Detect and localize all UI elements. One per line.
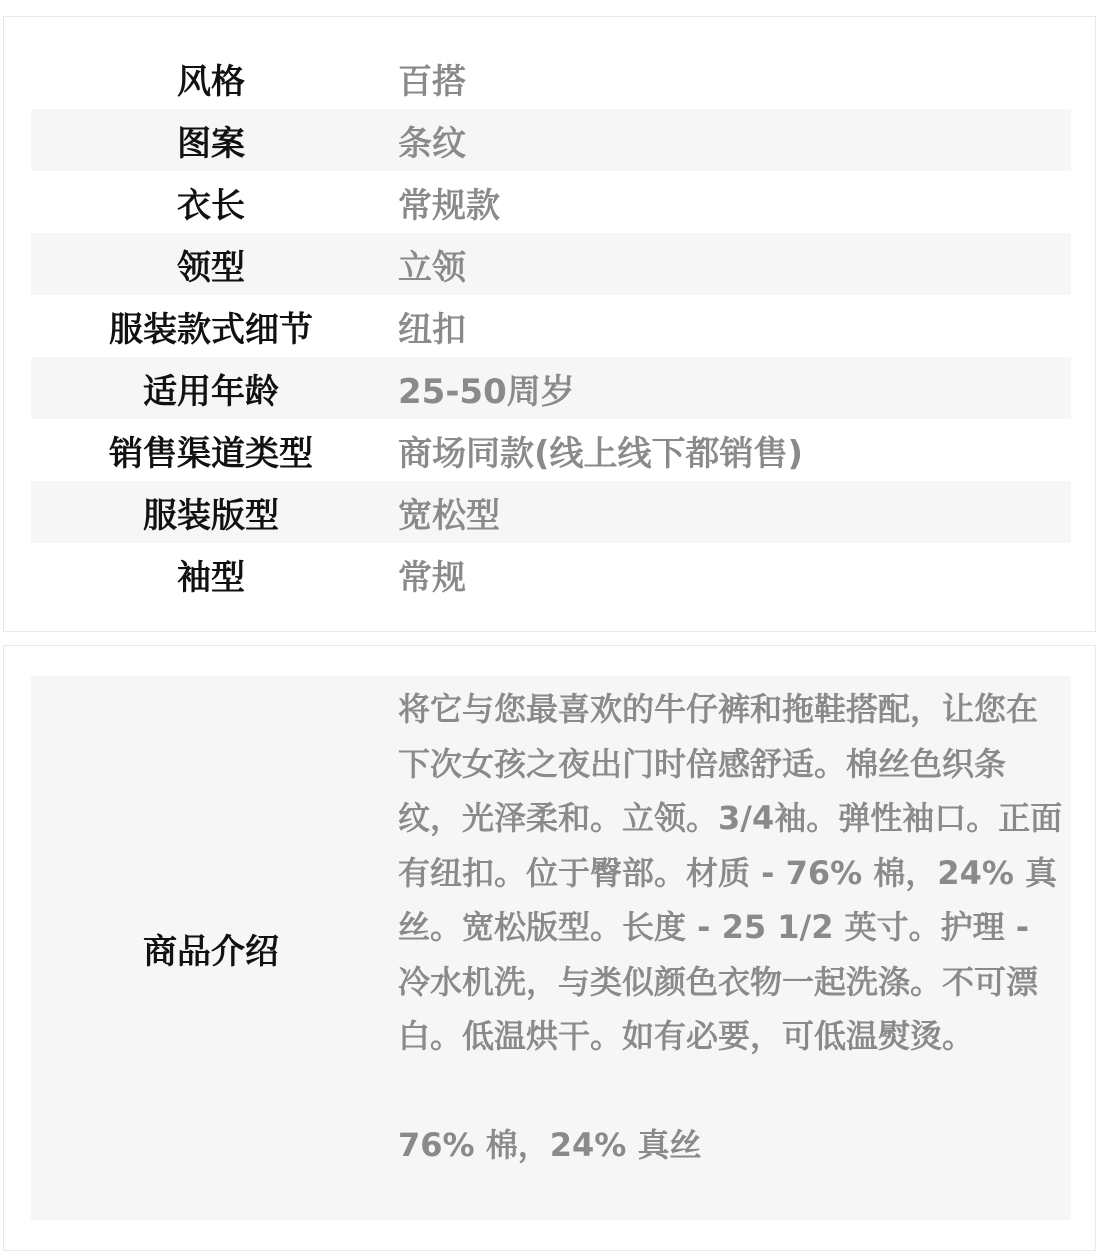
attr-row-style [31, 47, 1071, 109]
attr-label: 适用年龄 [143, 371, 279, 412]
attr-row-detail [31, 295, 1071, 357]
attr-label: 图案 [177, 123, 245, 164]
intro-text: 将它与您最喜欢的牛仔裤和拖鞋搭配，让您在下次女孩之夜出门时倍感舒适。棉丝色织条纹，光泽柔和。立领。3/4袖。弹性袖口。正面有纽扣。位于臀部。材质 - 76% 棉，24% 真丝。宽松版型。长度 - 25 1/2 英寸。护理 - 冷水机洗，与类似颜色衣物一起洗涤。不可漂白。低温烘干。如有必要，可低温熨烫。 76% 棉，24% 真丝 [398, 690, 1063, 1164]
attr-label: 风格 [177, 61, 245, 102]
intro-card [3, 645, 1096, 1251]
attr-value: 纽扣 [398, 309, 466, 350]
intro-row [31, 676, 1071, 1220]
attr-label: 袖型 [177, 557, 245, 598]
attr-label: 服装款式细节 [109, 309, 313, 350]
attr-value: 常规 [398, 557, 466, 598]
attr-row-length [31, 171, 1071, 233]
attr-row-fit [31, 481, 1071, 543]
attributes-card [3, 16, 1096, 632]
attr-value: 25-50周岁 [398, 371, 575, 412]
attr-row-pattern [31, 109, 1071, 171]
attr-row-collar [31, 233, 1071, 295]
attr-value: 宽松型 [398, 495, 500, 536]
attr-label: 服装版型 [143, 495, 279, 536]
attr-value: 条纹 [398, 123, 466, 164]
attr-value: 立领 [398, 247, 466, 288]
attr-value: 常规款 [398, 185, 500, 226]
attributes-table [31, 47, 1071, 605]
intro-label: 商品介绍 [143, 931, 279, 972]
attr-label: 衣长 [177, 185, 245, 226]
attr-row-channel [31, 419, 1071, 481]
attr-row-age [31, 357, 1071, 419]
attr-value: 百搭 [398, 61, 466, 102]
attr-value: 商场同款(线上线下都销售) [398, 433, 804, 474]
attr-label: 销售渠道类型 [109, 433, 313, 474]
attr-label: 领型 [177, 247, 245, 288]
attr-row-sleeve [31, 543, 1071, 605]
